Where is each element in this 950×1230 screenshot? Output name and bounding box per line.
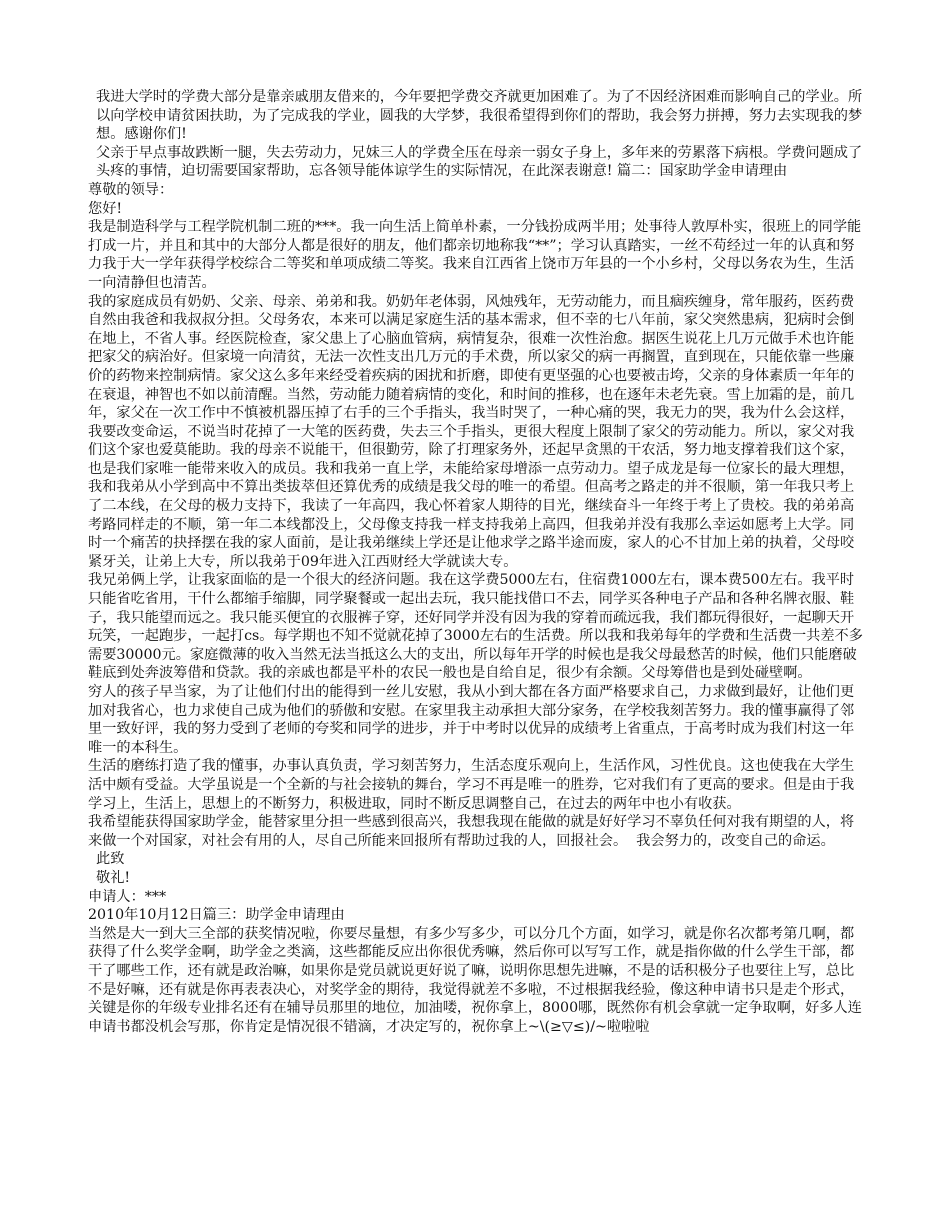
paragraph-hope: 我希望能获得国家助学金，能替家里分担一些感到很高兴，我想我现在能做的就是好好学习不辜负任何对我有期望的人，将来做一个对国家，对社会有用的人，尽自己所能来回报所有帮助过我的人，回报社会。 我会努力的，改变自己的命运。: [88, 814, 855, 849]
greeting: 您好!: [88, 200, 123, 217]
closing-line-1: 此致: [96, 851, 125, 868]
closing-line-2: 敬礼!: [96, 869, 131, 886]
paragraph-tuition-difficulty: 我进大学时的学费大部分是靠亲戚朋友借来的，今年要把学费交齐就更加困难了。为了不因经济困难而影响自己的学业。所以向学校申请贫困扶助，为了完成我的学业，圆我的大学梦，我很希望得到你们的帮助，我会努力拼搏，努力去实现我的梦想。感谢你们!: [96, 89, 863, 143]
paragraph-upbringing: 穷人的孩子早当家，为了让他们付出的能得到一丝儿安慰，我从小到大都在各方面严格要求自己，力求做到最好，让他们更加对我省心，也力求使自己成为他们的骄傲和安慰。在家里我主动承担大部分家务，在学校我刻苦努力。我的懂事赢得了邻里一致好评，我的努力受到了老师的夸奖和同学的进步，并于中考时以优异的成绩考上省重点，于高考时成为我们村这一年唯一的本科生。: [88, 684, 855, 756]
paragraph-family-situation: 我的家庭成员有奶奶、父亲、母亲、弟弟和我。奶奶年老体弱，风烛残年，无劳动能力，而且痼疾缠身，常年服药，医药费自然由我爸和我叔叔分担。父母务农，本来可以满足家庭生活的基本需求，但不幸的七八年前，家父突然患病，犯病时会倒在地上，不省人事。经医院检查，家父患上了心脑血管病，病情复杂，很难一次性治愈。据医生说花上几万元做手术也许能把家父的病治好。但家境一向清贫，无法一次性支出几万元的手术费，所以家父的病一再搁置，直到现在，只能依靠一些廉价的药物来控制病情。家父这么多年来经受着疾病的困扰和折磨，即使有更坚强的心也要被击垮，父亲的身体素质一年年的在衰退，神智也不如以前清醒。当然，劳动能力随着病情的变化，和时间的推移，也在逐年未老先衰。雪上加霜的是，前几年，家父在一次工作中不慎被机器压掉了右手的三个手指头，我当时哭了，一种心痛的哭，我无力的哭，我为什么会这样，我要改变命运，不说当时花掉了一大笔的医药费，失去三个手指头，更很大程度上限制了家父的劳动能力。所以，家父对我们这个家也爱莫能助。我的母亲不说能干，但很勤劳，除了打理家务外，还起早贪黑的干农活，努力地支撑着我们这个家，也是我们家唯一能带来收入的成员。我和我弟一直上学，未能给家母增添一点劳动力。望子成龙是每一位家长的最大理想，我和我弟从小学到高中不算出类拔萃但还算优秀的成绩是我父母的唯一的希望。但高考之路走的并不很顺，第一年我只考上了二本线，在父母的极力支持下，我读了一年高四，我心怀着家人期待的目光，继续奋斗一年终于考上了贵校。我的弟弟高考路同样走的不顺，第一年二本线都没上，父母像支持我一样支持我弟上高四，但我弟并没有我那么幸运如愿考上大学。同时一个痛苦的抉择摆在我的家人面前，是让我弟继续上学还是让他求学之路半途而废，家人的心不甘加上弟的执着，父母咬紧牙关，让弟上大专，所以我弟于09年进入江西财经大学就读大专。: [88, 293, 855, 570]
paragraph-expenses: 我兄弟俩上学，让我家面临的是一个很大的经济问题。我在这学费5000左右，住宿费1000左右，课本费500左右。我平时只能省吃省用，干什么都缩手缩脚，同学聚餐或一起出去玩，我只能找借口不去，同学买各种电子产品和各种名牌衣服、鞋子，我只能望而远之。我只能买便宜的衣服裤子穿，还好同学并没有因为我的穿着而疏远我，我们都玩得很好，一起聊天开玩笑，一起跑步，一起打cs。每学期也不知不觉就花掉了3000左右的生活费。所以我和我弟每年的学费和生活费一共差不多需要30000元。家庭微薄的收入当然无法当抵这么大的支出，所以每年开学的时候也是我父母最愁苦的时候，他们只能磨破鞋底到处奔波筹借和贷款。我的亲戚也都是平朴的农民一般也是自给自足，很少有余额。父母筹借也是到处碰壁啊。: [88, 572, 863, 682]
applicant-signature: 申请人：***: [88, 888, 167, 905]
paragraph-character: 生活的磨练打造了我的懂事，办事认真负责，学习刻苦努力，生活态度乐观向上，生活作风，习性优良。这也使我在大学生活中颇有受益。大学虽说是一个全新的与社会接轨的舞台，学习不再是唯一的胜券，它对我们有了更高的要求。但是由于我学习上，生活上，思想上的不断努力，积极进取，同时不断反思调整自己，在过去的两年中也小有收获。: [88, 758, 855, 812]
paragraph-advice: 当然是大一到大三全部的获奖情况啦，你要尽量想，有多少写多少，可以分几个方面，如学习，就是你名次都考第几啊，都获得了什么奖学金啊，助学金之类滴，这些都能反应出你很优秀嘛，然后你可以写写工作，就是指你做的什么学生干部，都干了哪些工作，还有就是政治嘛，如果你是党员就说更好说了嘛，说明你思想先进嘛，不是的话积极分子也要往上写，总比不是好嘛，还有就是你再表表决心，对奖学金的期待，我觉得就差不多啦，不过根据我经验，像这种申请书只是走个形式，关键是你的年级专业排名还有在辅导员那里的地位，加油喽，祝你拿上，8000哪，既然你有机会拿就一定争取啊，好多人连申请书都没机会写那，你肯定是情况很不错滴，才决定写的，祝你拿上~\(≥▽≤)/~啦啦啦: [88, 925, 862, 1035]
salutation: 尊敬的领导：: [88, 181, 174, 198]
date-line: 2010年10月12日篇三：助学金申请理由: [88, 907, 345, 924]
paragraph-father-injury: 父亲于早点事故跌断一腿，失去劳动力，兄妹三人的学费全压在母亲一弱女子身上，多年来的劳累落下病根。学费问题成了头疼的事情，迫切需要国家帮助，忘各领导能体谅学生的实际情况，在此深表谢意! 篇二：国家助学金申请理由: [96, 144, 863, 180]
paragraph-self-introduction: 我是制造科学与工程学院机制二班的***。我一向生活上简单朴素，一分钱扮成两半用；处事待人敦厚朴实，很班上的同学能打成一片，并且和其中的大部分人都是很好的朋友，他们都亲切地称我“**”；学习认真踏实，一丝不苟经过一年的认真和努力我于大一学年获得学校综合二等奖和单项成绩二等奖。我来自江西省上饶市万年县的一个小乡村，父母以务农为生，生活一向清静但也清苦。: [88, 219, 862, 291]
document-body: [88, 88, 864, 1036]
